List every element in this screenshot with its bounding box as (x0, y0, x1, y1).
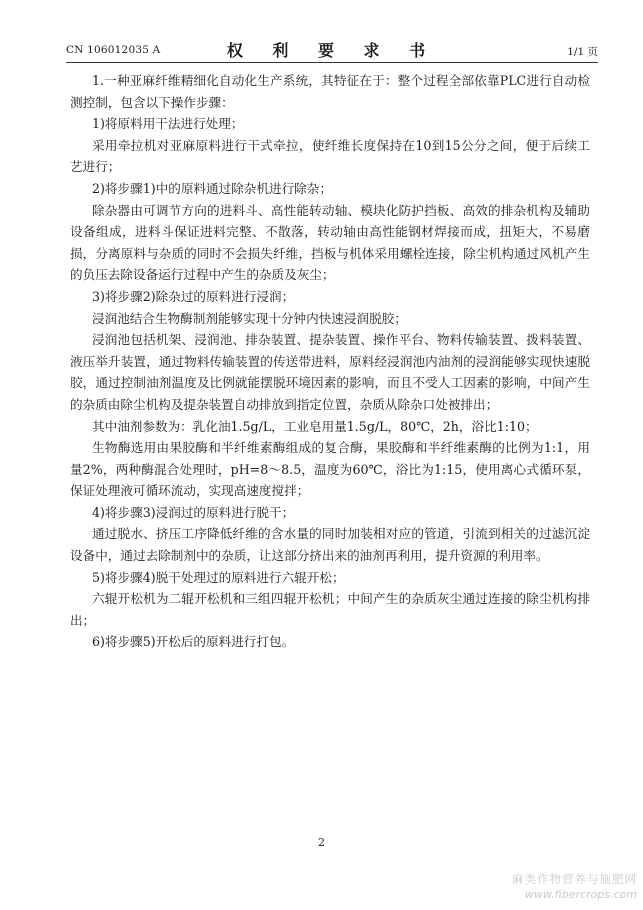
document-title: 权 利 要 求 书 (226, 41, 438, 60)
claim-step-5-detail: 六辊开松机为二辊开松机和三组四辊开松机；中间产生的杂质灰尘通过连接的除尘机构排出； (70, 591, 590, 628)
claim-step-3: 3)将步骤2)除杂过的原料进行浸润； (92, 288, 295, 304)
page-number: 2 (318, 836, 325, 849)
claim-step-1-detail: 采用牵拉机对亚麻原料进行干式牵拉，使纤维长度保持在10到15公分之间，便于后续工艺进行； (70, 137, 590, 175)
header-divider (66, 62, 598, 63)
page-indicator: 1/1 页 (567, 46, 598, 58)
claim-step-1: 1)将原料用干法进行处理； (92, 116, 244, 132)
claim-step-3-detail: 浸润池结合生物酶制剂能够实现十分钟内快速浸润脱胶； (92, 310, 407, 326)
claim-step-3-enzyme: 生物酶选用由果胶酶和半纤维素酶组成的复合酶，果胶酶和半纤维素酶的比例为1:1，用量2%，两种酶混合处理时，pH=8～8.5，温度为60℃，浴比为1:15，使用离心式循环泵，保证处理液可循环流动，实现高速度搅拌； (70, 440, 590, 499)
watermark-url: www.fibercrops.com (524, 888, 637, 901)
claim-step-5: 5)将步骤4)脱干处理过的原料进行六辊开松； (92, 569, 345, 585)
claim-step-6: 6)将步骤5)开松后的原料进行打包。 (92, 634, 295, 650)
claims-body (70, 70, 590, 653)
claim-step-2-detail: 除杂器由可调节方向的进料斗、高性能转动轴、模块化防护挡板、高效的排杂机构及辅助设备组成，进料斗保证进料完整、不散落，转动轴由高性能钢材焊接而成，扭矩大，不易磨损，分离原料与杂质的同时不会损失纤维，挡板与机体采用螺栓连接，除尘机构通过风机产生的负压去除设备运行过程中产生的杂质及灰尘； (70, 202, 590, 283)
page-header (66, 38, 598, 58)
claim-step-4: 4)将步骤3)浸润过的原料进行脱干； (92, 504, 295, 520)
publication-number: CN 106012035 A (66, 44, 161, 56)
claim-1-preamble: 1.一种亚麻纤维精细化自动化生产系统，其特征在于：整个过程全部依靠PLC进行自动检测控制，包含以下操作步骤： (70, 73, 590, 110)
claim-step-4-detail: 通过脱水、挤压工序降低纤维的含水量的同时加装相对应的管道，引流到相关的过滤沉淀设备中，通过去除制剂中的杂质，让这部分挤出来的油剂再利用，提升资源的利用率。 (70, 526, 590, 564)
site-watermark (497, 872, 637, 902)
claim-step-3-oil-params: 其中油剂参数为：乳化油1.5g/L，工业皂用量1.5g/L，80℃，2h，浴比1:10； (92, 418, 538, 434)
claim-step-2: 2)将步骤1)中的原料通过除杂机进行除杂； (92, 180, 332, 196)
claim-step-3-equipment: 浸润池包括机架、浸润池、排杂装置、提杂装置、操作平台、物料传输装置、拨料装置、液压举升装置，通过物料传输装置的传送带进料，原料经浸润池内油剂的浸润能够实现快速脱胶，通过控制油剂温度及比例就能摆脱环境因素的影响，而且不受人工因素的影响，中间产生的杂质由除尘机构及提杂装置自动排放到指定位置，杂质从除杂口处被排出； (70, 332, 590, 412)
watermark-text: 麻类作物营养与施肥网 (512, 872, 637, 886)
